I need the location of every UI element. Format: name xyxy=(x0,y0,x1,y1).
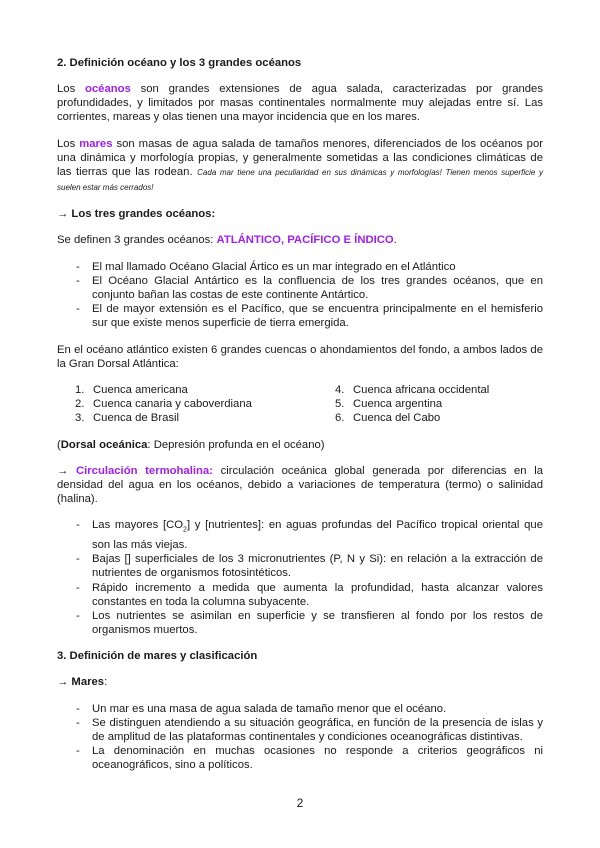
oceans-paragraph xyxy=(57,82,543,125)
list-item xyxy=(57,411,317,425)
list-item: - La denominación en muchas ocasiones no responde a criterios geográficos ni oceanográficos, sino a políticos. xyxy=(57,744,543,772)
list-item: - El de mayor extensión es el Pacífico, que se encuentra principalmente en el hemisferio sur que existe menos superficie de tierra emergida. xyxy=(57,302,543,330)
seas-keyword: mares xyxy=(79,137,113,150)
dorsal-keyword: Dorsal oceánica xyxy=(60,438,148,451)
list-item xyxy=(57,397,317,411)
text: : xyxy=(104,676,108,689)
basins-intro: En el océano atlántico existen 6 grandes cuencas o ahondamientos del fondo, a ambos lados de la Gran Dorsal Atlántica: xyxy=(57,343,543,370)
text: Los xyxy=(57,83,85,95)
text: Los xyxy=(57,137,80,150)
page-number: 2 xyxy=(296,796,304,810)
basin-name: Cuenca del Cabo xyxy=(353,412,441,425)
document-page xyxy=(57,56,543,785)
text: : Depresión profunda en el océano) xyxy=(147,438,325,451)
seas-subheading-label: → Mares xyxy=(57,676,105,689)
list-number: 3. xyxy=(75,412,85,425)
list-item: - El mal llamado Océano Glacial Ártico es un mar integrado en el Atlántico xyxy=(57,260,543,274)
three-oceans-subheading: → Los tres grandes océanos: xyxy=(57,208,216,221)
seas-subheading xyxy=(57,675,543,689)
text: . xyxy=(393,234,397,247)
list-item: - El Océano Glacial Antártico es la confluencia de los tres grandes océanos, que en conjunto bañan las costas de este continente Antártico. xyxy=(57,274,543,302)
basin-name: Cuenca africana occidental xyxy=(353,384,490,397)
list-item xyxy=(57,518,543,552)
basin-name: Cuenca americana xyxy=(93,384,188,397)
list-item: - Se distinguen atendiendo a su situación geográfica, en función de la presencia de islas y de amplitud de las plataformas continentales y condiciones oceanográficas distintivas. xyxy=(57,716,543,744)
text: Se definen 3 grandes océanos: xyxy=(57,234,217,247)
text: ] y [nutrientes]: en aguas profundas del Pacífico tropical oriental que son las más viejas. xyxy=(92,519,543,551)
list-item: - Bajas [] superficiales de los 3 micronutrientes (P, N y Si): en relación a la extracción de nutrientes de organismos fotosintéticos. xyxy=(57,552,543,580)
basins-list xyxy=(57,383,543,426)
list-item xyxy=(317,383,543,397)
oceans-keyword: océanos xyxy=(85,83,131,95)
text: son masas de agua salada de tamaños menores, diferenciados de los océanos por una dinámica y morfología propias, y generalmente sometidas a las condiciones climáticas de las tierras que las rodean. xyxy=(57,137,543,179)
list-item: - Rápido incremento a medida que aumenta la profundidad, hasta alcanzar valores constantes en toda la columna subyacente. xyxy=(57,581,543,609)
three-oceans-definition xyxy=(57,233,543,247)
list-number: 2. xyxy=(75,398,85,411)
seas-bullet-list xyxy=(57,702,543,773)
dorsal-note xyxy=(57,438,543,452)
list-number: 6. xyxy=(335,412,345,425)
thermohaline-keyword: Circulación termohalina: xyxy=(75,464,213,477)
list-item: - Un mar es una masa de agua salada de tamaño menor que el océano. xyxy=(57,702,543,716)
oceans-bullet-list xyxy=(57,260,543,331)
text: Las mayores [CO xyxy=(92,519,184,532)
list-number: 1. xyxy=(75,384,85,397)
basin-name: Cuenca argentina xyxy=(353,398,443,411)
text: son grandes extensiones de agua salada, caracterizadas por grandes profundidades, y limitados por masas continentales normalmente muy alejadas entre sí. Las corrientes, mareas y olas tienen una mayor incidencia que en los mares. xyxy=(57,83,543,124)
seas-note: Cada mar tiene una peculiaridad en sus dinámicas y morfologías! Tienen menos superficie y suelen estar más cerrados! xyxy=(57,168,544,193)
thermohaline-paragraph xyxy=(57,464,543,507)
list-item xyxy=(57,383,317,397)
text: ( xyxy=(57,438,61,451)
basin-name: Cuenca canaria y caboverdiana xyxy=(93,398,252,411)
nutrients-bullet-list xyxy=(57,518,543,637)
section-3-heading: 3. Definición de mares y clasificación xyxy=(57,650,258,663)
basin-name: Cuenca de Brasil xyxy=(93,412,180,425)
section-2-heading: 2. Definición océano y los 3 grandes océanos xyxy=(57,57,302,69)
list-item xyxy=(317,411,543,425)
list-number: 5. xyxy=(335,398,345,411)
subscript: 2 xyxy=(183,526,187,534)
text: circulación oceánica global generada por diferencias en la densidad del agua en los océanos, debido a variaciones de temperatura (termo) o salinidad (halina). xyxy=(57,464,544,506)
arrow: → xyxy=(57,464,76,477)
list-number: 4. xyxy=(335,384,345,397)
list-item xyxy=(317,397,543,411)
oceans-names: ATLÁNTICO, PACÍFICO E ÍNDICO xyxy=(216,234,394,247)
list-item: - Los nutrientes se asimilan en superficie y se transfieren al fondo por los restos de organismos muertos. xyxy=(57,609,543,637)
seas-paragraph xyxy=(57,137,543,196)
